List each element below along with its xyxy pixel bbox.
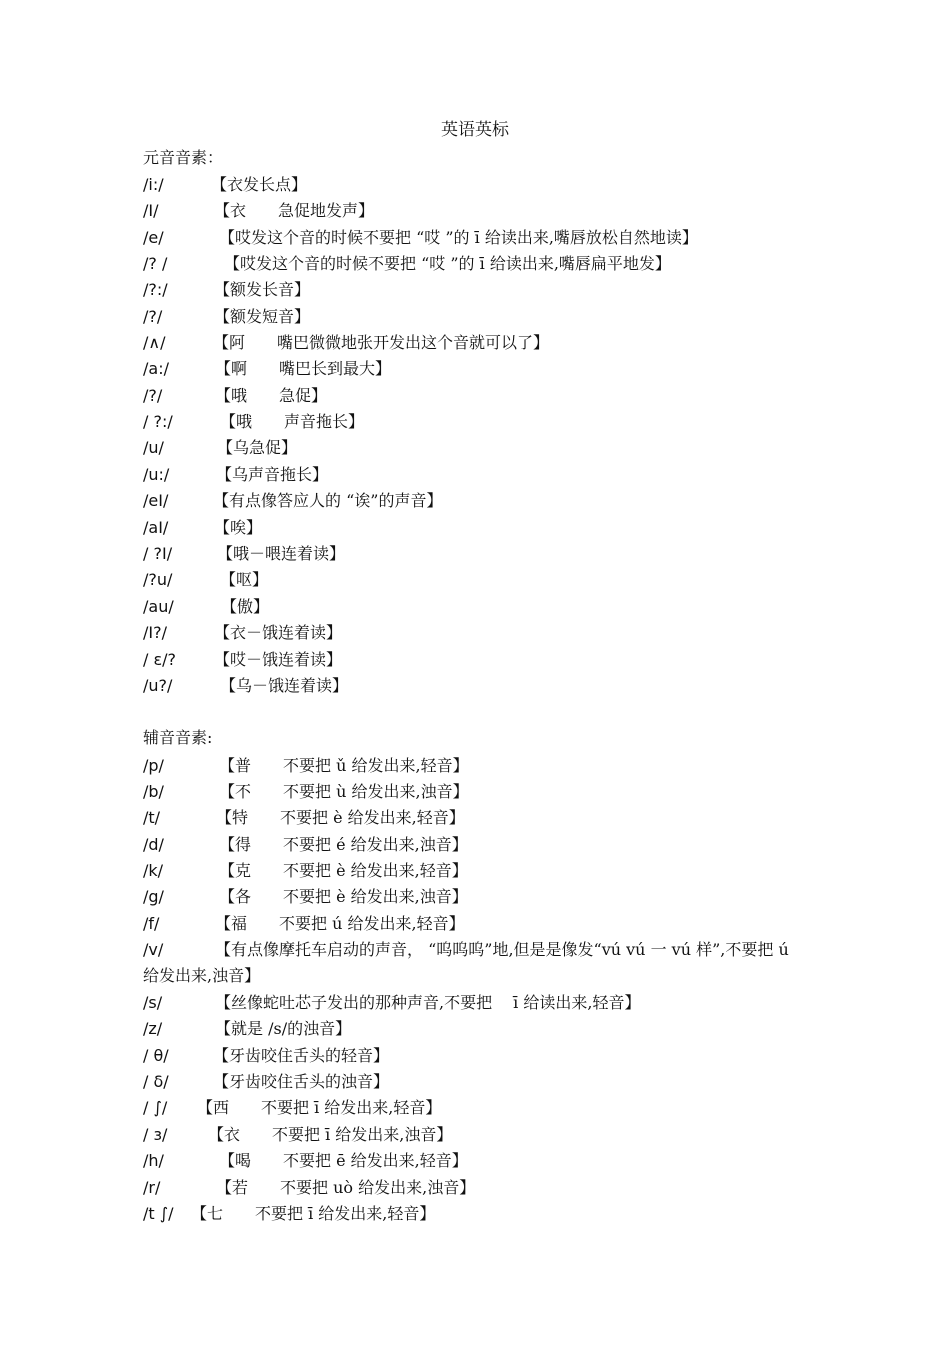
phonetic-description: 【乌急促】 bbox=[217, 438, 298, 457]
phonetic-description: 【衣发长点】 bbox=[211, 175, 308, 194]
phonetic-description: 【福 不要把 ú 给发出来,轻音】 bbox=[215, 914, 465, 933]
phonetic-description: 【哦 声音拖长】 bbox=[220, 412, 365, 431]
phonetic-symbol: / δ/ bbox=[143, 1072, 169, 1091]
phonetic-symbol: / ε/? bbox=[143, 650, 177, 669]
phonetic-symbol: /u?/ bbox=[143, 676, 173, 695]
phonetic-description: 【傲】 bbox=[221, 597, 270, 616]
phonetic-symbol: /t/ bbox=[143, 808, 161, 827]
phonetic-symbol: /?/ bbox=[143, 386, 163, 405]
phonetic-description: 【牙齿咬住舌头的轻音】 bbox=[213, 1046, 390, 1065]
phonetic-symbol: / θ/ bbox=[143, 1046, 169, 1065]
phonetic-symbol: / з/ bbox=[143, 1125, 168, 1144]
phonetic-description: 【就是 /s/的浊音】 bbox=[215, 1019, 352, 1038]
phonetic-symbol: /?/ bbox=[143, 307, 163, 326]
phonetic-symbol: /i:/ bbox=[143, 175, 164, 194]
phonetic-description: 【有点像答应人的 “诶”的声音】 bbox=[213, 491, 443, 510]
phonetic-description: 【乌－饿连着读】 bbox=[220, 676, 349, 695]
phonetic-symbol: /k/ bbox=[143, 861, 164, 880]
phonetic-symbol: /e/ bbox=[143, 228, 164, 247]
phonetic-description: 【哦 急促】 bbox=[215, 386, 328, 405]
phonetic-description: 【普 不要把 ǔ 给发出来,轻音】 bbox=[219, 756, 469, 775]
phonetic-description: 【丝像蛇吐芯子发出的那种声音,不要把 ī 给读出来,轻音】 bbox=[215, 993, 641, 1012]
phonetic-description: 【额发长音】 bbox=[214, 280, 311, 299]
phonetic-symbol: /I?/ bbox=[143, 623, 167, 642]
phonetic-symbol: /u/ bbox=[143, 438, 164, 457]
phonetic-symbol: /au/ bbox=[143, 597, 174, 616]
phonetic-description: 【啊 嘴巴长到最大】 bbox=[215, 359, 392, 378]
phonetic-description: 【若 不要把 uò 给发出来,浊音】 bbox=[216, 1178, 476, 1197]
phonetic-description: 【七 不要把 ī 给发出来,轻音】 bbox=[191, 1204, 436, 1223]
phonetic-symbol: /u:/ bbox=[143, 465, 170, 484]
phonetic-symbol: /v/ bbox=[143, 940, 164, 959]
phonetic-symbol: / ?:/ bbox=[143, 412, 173, 431]
phonetic-description: 【哎发这个音的时候不要把 “哎 ”的 ī 给读出来,嘴唇放松自然地读】 bbox=[219, 228, 698, 247]
phonetic-symbol: /z/ bbox=[143, 1019, 163, 1038]
phonetic-symbol: /b/ bbox=[143, 782, 164, 801]
phonetic-description: 【衣 急促地发声】 bbox=[214, 201, 375, 220]
phonetic-symbol: /I/ bbox=[143, 201, 159, 220]
phonetic-description: 【呕】 bbox=[220, 570, 269, 589]
phonetic-description: 【哦－喂连着读】 bbox=[217, 544, 346, 563]
phonetic-description: 【克 不要把 è 给发出来,轻音】 bbox=[219, 861, 468, 880]
phonetic-description: 【特 不要把 è 给发出来,轻音】 bbox=[216, 808, 465, 827]
phonetic-symbol: /a:/ bbox=[143, 359, 169, 378]
phonetic-symbol: /h/ bbox=[143, 1151, 164, 1170]
vowel-heading: 元音音素： bbox=[143, 148, 224, 167]
phonetic-symbol: / ∫/ bbox=[143, 1098, 168, 1117]
phonetic-description: 【额发短音】 bbox=[214, 307, 311, 326]
phonetic-symbol: /s/ bbox=[143, 993, 163, 1012]
phonetic-symbol: /? / bbox=[143, 254, 168, 273]
phonetic-description: 【西 不要把 ī 给发出来,轻音】 bbox=[197, 1098, 442, 1117]
phonetic-symbol: /g/ bbox=[143, 887, 164, 906]
phonetic-symbol: /∧/ bbox=[143, 333, 166, 352]
phonetic-description: 【牙齿咬住舌头的浊音】 bbox=[213, 1072, 390, 1091]
phonetic-description: 【乌声音拖长】 bbox=[216, 465, 329, 484]
phonetic-symbol: /?u/ bbox=[143, 570, 173, 589]
consonant-heading: 辅音音素: bbox=[143, 728, 213, 747]
phonetic-description: 【各 不要把 è 给发出来,浊音】 bbox=[219, 887, 468, 906]
phonetic-description: 【哎发这个音的时候不要把 “哎 ”的 ī 给读出来,嘴唇扁平地发】 bbox=[224, 254, 671, 273]
phonetic-symbol: /aI/ bbox=[143, 518, 169, 537]
phonetic-symbol: /?:/ bbox=[143, 280, 168, 299]
phonetic-symbol: /p/ bbox=[143, 756, 164, 775]
phonetic-symbol: /r/ bbox=[143, 1178, 161, 1197]
phonetic-symbol: /f/ bbox=[143, 914, 160, 933]
phonetic-description: 【哎－饿连着读】 bbox=[214, 650, 343, 669]
phonetic-description: 【有点像摩托车启动的声音， “呜呜呜”地,但是是像发“vú vú 一 vú 样”,不要把 ú 给发出来,浊音】 bbox=[143, 940, 789, 985]
phonetic-description: 【不 不要把 ù 给发出来,浊音】 bbox=[219, 782, 469, 801]
phonetic-description: 【喝 不要把 ē 给发出来,轻音】 bbox=[219, 1151, 468, 1170]
phonetic-description: 【衣－饿连着读】 bbox=[214, 623, 343, 642]
phonetic-description: 【得 不要把 é 给发出来,浊音】 bbox=[219, 835, 468, 854]
phonetic-symbol: / ?I/ bbox=[143, 544, 173, 563]
phonetic-description: 【衣 不要把 ī 给发出来,浊音】 bbox=[208, 1125, 453, 1144]
phonetic-symbol: /eI/ bbox=[143, 491, 169, 510]
phonetic-symbol: /t ∫/ bbox=[143, 1204, 174, 1223]
phonetic-symbol: /d/ bbox=[143, 835, 164, 854]
phonetic-description: 【阿 嘴巴微微地张开发出这个音就可以了】 bbox=[213, 333, 550, 352]
phonetic-description: 【唉】 bbox=[214, 518, 263, 537]
page-title: 英语英标 bbox=[441, 120, 509, 140]
